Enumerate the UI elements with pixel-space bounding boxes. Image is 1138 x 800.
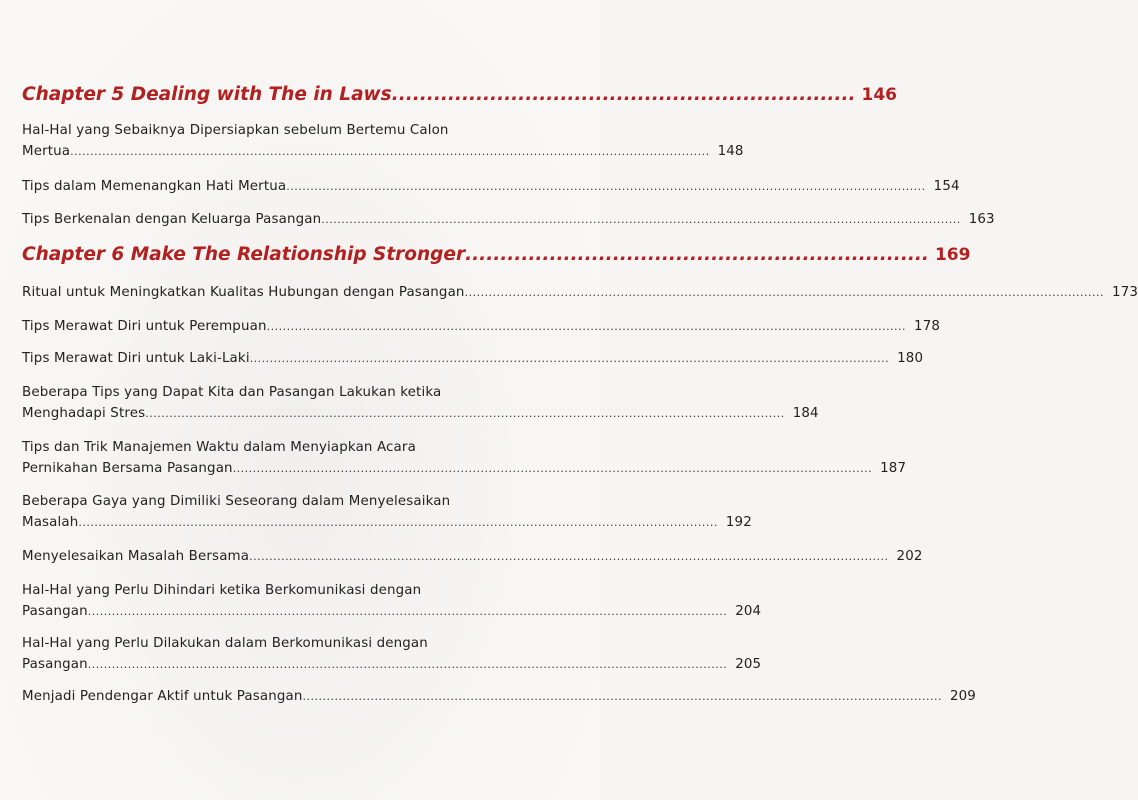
dot-leader: ................................................................................................................................................................: [87, 658, 728, 671]
chapter-heading: [22, 244, 971, 265]
toc-entry: [22, 348, 924, 369]
dot-leader: ................................................................................................................................................................: [249, 352, 890, 365]
entry-title-line: Beberapa Tips yang Dapat Kita dan Pasangan Lakukan ketika: [22, 385, 442, 400]
dot-leader: ................................................................................................................................................................: [266, 320, 907, 333]
entry-title: Menghadapi Stres: [22, 406, 146, 421]
entry-title-line: Hal-Hal yang Perlu Dilakukan dalam Berkomunikasi dengan: [22, 636, 428, 651]
entry-title: Tips Berkenalan dengan Keluarga Pasangan: [22, 212, 322, 227]
dot-leader: ................................................................................................................................................................: [145, 407, 785, 420]
toc-entry: [22, 382, 819, 424]
entry-page-number: 184: [792, 406, 819, 421]
entry-page-number: 202: [896, 549, 923, 564]
entry-page-number: 187: [880, 461, 907, 476]
toc-entry: [22, 580, 762, 622]
entry-page-number: 154: [933, 179, 960, 194]
entry-page-number: 173: [1112, 285, 1138, 300]
entry-page-number: 163: [968, 212, 995, 227]
dot-leader: ................................................................................................................................................................: [70, 145, 710, 158]
toc-entry: [22, 120, 744, 162]
dot-leader: ................................................................................................................................................................: [232, 462, 873, 475]
entry-page-number: 178: [914, 319, 941, 334]
entry-page-number: 204: [735, 604, 762, 619]
chapter-heading: [22, 84, 898, 105]
entry-title: Mertua: [22, 144, 71, 159]
toc-entry: [22, 437, 907, 479]
dot-leader: ................................................................................................................................................................: [78, 516, 718, 529]
entry-title: Pernikahan Bersama Pasangan: [22, 461, 233, 476]
entry-title: Tips dalam Memenangkan Hati Mertua: [22, 179, 287, 194]
entry-title: Ritual untuk Meningkatkan Kualitas Hubungan dengan Pasangan: [22, 285, 465, 300]
toc-entry: [22, 282, 1138, 303]
dot-leader: ................................................................................................................................................................: [87, 605, 728, 618]
dot-leader: ................................................................................................................................................................: [464, 286, 1105, 299]
toc-entry: [22, 491, 752, 533]
toc-entry: [22, 686, 976, 707]
entry-page-number: 180: [897, 351, 924, 366]
dot-leader: ..................................................................: [465, 244, 929, 265]
toc-entry: [22, 316, 941, 337]
entry-page-number: 192: [725, 515, 752, 530]
toc-entry: [22, 546, 923, 567]
entry-title: Menjadi Pendengar Aktif untuk Pasangan: [22, 689, 303, 704]
entry-title: Tips Merawat Diri untuk Perempuan: [22, 319, 267, 334]
entry-title-line: Hal-Hal yang Perlu Dihindari ketika Berkomunikasi dengan: [22, 583, 422, 598]
toc-entry: [22, 209, 995, 230]
dot-leader: ..................................................................: [391, 84, 856, 105]
entry-title-line: Hal-Hal yang Sebaiknya Dipersiapkan sebelum Bertemu Calon: [22, 123, 449, 138]
chapter-title: Chapter 5 Dealing with The in Laws: [22, 84, 392, 105]
chapter-title: Chapter 6 Make The Relationship Stronger: [22, 244, 466, 265]
entry-title: Pasangan: [22, 657, 88, 672]
entry-page-number: 205: [735, 657, 762, 672]
toc-entry: [22, 176, 960, 197]
entry-title-line: Beberapa Gaya yang Dimiliki Seseorang dalam Menyelesaikan: [22, 494, 451, 509]
dot-leader: ................................................................................................................................................................: [321, 213, 961, 226]
entry-page-number: 148: [717, 144, 744, 159]
dot-leader: ................................................................................................................................................................: [286, 180, 926, 193]
entry-title: Menyelesaikan Masalah Bersama: [22, 549, 250, 564]
toc-entry: [22, 633, 762, 675]
entry-title: Masalah: [22, 515, 79, 530]
dot-leader: ................................................................................................................................................................: [249, 550, 889, 563]
entry-title-line: Tips dan Trik Manajemen Waktu dalam Menyiapkan Acara: [22, 440, 416, 455]
entry-page-number: 209: [949, 689, 976, 704]
dot-leader: ................................................................................................................................................................: [302, 690, 942, 703]
entry-title: Tips Merawat Diri untuk Laki-Laki: [22, 351, 250, 366]
entry-title: Pasangan: [22, 604, 88, 619]
chapter-page-number: 169: [934, 245, 971, 265]
chapter-page-number: 146: [861, 85, 898, 105]
